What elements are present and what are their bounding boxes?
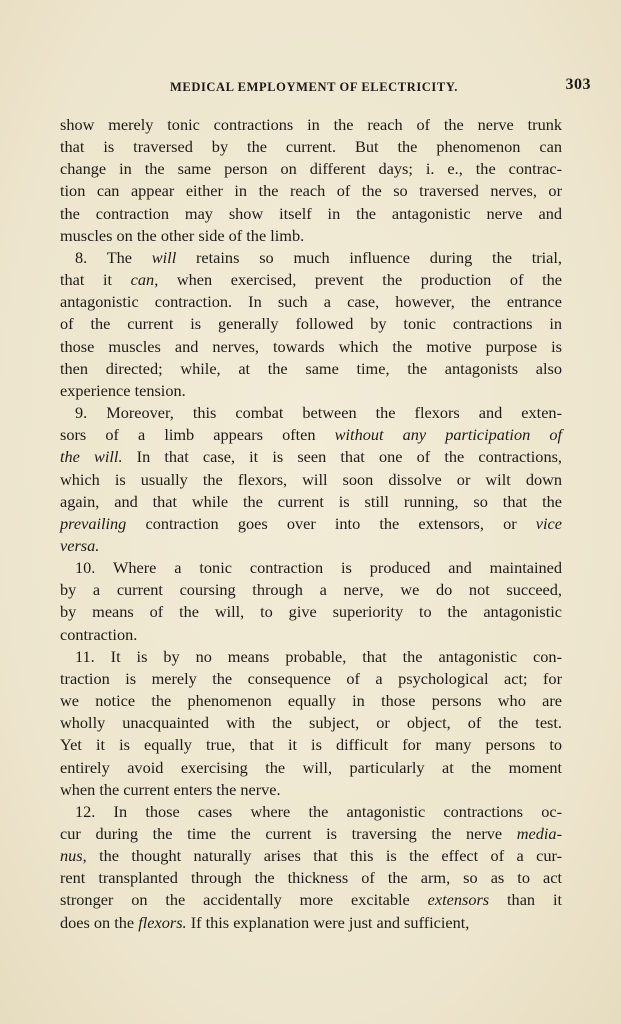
text-line <box>60 247 562 269</box>
text-line <box>60 358 562 380</box>
text-span: cur during the time the current is traversing the nerve <box>60 824 517 843</box>
text-span: by a current coursing through a nerve, we do not succeed, <box>60 580 562 600</box>
text-line <box>60 757 562 779</box>
text-line <box>60 158 562 180</box>
text-span: by means of the will, to give superiority to the antagonistic <box>60 602 562 622</box>
text-span: entirely avoid exercising the will, particularly at the moment <box>60 757 562 777</box>
text-line <box>60 889 562 911</box>
running-title: MEDICAL EMPLOYMENT OF ELECTRICITY. <box>170 80 459 94</box>
text-span: we notice the phenomenon equally in those persons who are <box>60 691 562 711</box>
text-span: 8. The <box>75 247 152 267</box>
text-span: that is traversed by the current. But the phenomenon can <box>60 137 562 157</box>
text-span: muscles on the other side of the limb. <box>60 225 305 245</box>
text-span: contraction. <box>60 624 138 644</box>
italic-text: versa. <box>60 535 100 555</box>
text-span: 12. In those cases where the antagonistic contractions oc- <box>75 801 562 821</box>
italic-text: media- <box>516 824 562 843</box>
text-line <box>60 336 562 358</box>
text-line <box>60 225 562 247</box>
text-line <box>60 114 562 136</box>
text-span: does on the <box>60 912 139 932</box>
text-line <box>60 712 562 734</box>
text-line <box>60 446 562 468</box>
body-text <box>60 114 562 934</box>
text-line <box>60 291 562 313</box>
text-span: of the current is generally followed by tonic contractions in <box>60 314 562 334</box>
italic-text: can <box>130 270 155 290</box>
italic-text: flexors. <box>138 912 187 932</box>
text-span: change in the same person on different days; i. e., the contrac- <box>60 159 562 179</box>
text-span: , when exercised, prevent the production of the <box>154 270 562 290</box>
text-line <box>60 313 562 335</box>
italic-text: nus <box>60 846 83 866</box>
text-span: stronger on the accidentally more excitable <box>60 890 428 910</box>
text-line <box>60 491 562 513</box>
italic-text: vice <box>535 513 562 533</box>
text-span: when the current enters the nerve. <box>60 779 281 799</box>
text-span: again, and that while the current is still running, so that the <box>60 491 562 511</box>
text-span: those muscles and nerves, towards which the motive purpose is <box>60 336 562 356</box>
text-line <box>60 535 562 557</box>
italic-text: will <box>151 247 177 267</box>
text-line <box>60 402 562 424</box>
text-line <box>60 513 562 535</box>
text-span: contraction goes over into the extensors, or <box>126 513 536 533</box>
text-line <box>60 912 562 934</box>
text-line <box>60 779 562 801</box>
text-span: If this explanation were just and sufficient, <box>186 912 470 932</box>
text-span: show merely tonic contractions in the reach of the nerve trunk <box>60 115 562 134</box>
text-line <box>60 867 562 889</box>
text-line <box>60 269 562 291</box>
italic-text: prevailing <box>60 513 127 533</box>
text-span: than it <box>489 890 562 910</box>
text-line <box>60 424 562 446</box>
text-span: the contraction may show itself in the antagonistic nerve and <box>60 203 562 223</box>
text-line <box>60 823 562 845</box>
text-span: antagonistic contraction. In such a case, however, the entrance <box>60 292 562 312</box>
text-line <box>60 380 562 402</box>
text-span: experience tension. <box>60 380 186 400</box>
text-line <box>60 203 562 225</box>
text-line <box>60 690 562 712</box>
italic-text: the will. <box>60 447 123 467</box>
text-span: In that case, it is seen that one of the contractions, <box>122 447 562 467</box>
text-line <box>60 557 562 579</box>
text-span: retains so much influence during the trial, <box>176 247 563 267</box>
text-span: rent transplanted through the thickness of the arm, so as to act <box>60 868 562 888</box>
text-line <box>60 734 562 756</box>
text-line <box>60 646 562 668</box>
text-line <box>60 624 562 646</box>
text-span: wholly unacquainted with the subject, or object, of the test. <box>60 713 562 733</box>
italic-text: without any participation of <box>334 425 563 445</box>
page-number: 303 <box>565 76 591 93</box>
text-span: sors of a limb appears often <box>60 425 335 445</box>
text-span: which is usually the flexors, will soon dissolve or wilt down <box>60 469 562 489</box>
text-span: traction is merely the consequence of a psychological act; for <box>60 668 562 688</box>
page-header <box>170 78 591 98</box>
text-line <box>60 845 562 867</box>
text-span: 11. It is by no means probable, that the antagonistic con- <box>75 646 562 666</box>
italic-text: extensors <box>427 890 490 910</box>
text-line <box>60 579 562 601</box>
text-span: that it <box>60 270 131 290</box>
text-span: 9. Moreover, this combat between the flexors and exten- <box>75 403 562 423</box>
text-line <box>60 136 562 158</box>
text-line <box>60 180 562 202</box>
text-span: , the thought naturally arises that this is the effect of a cur- <box>82 846 562 866</box>
text-span: then directed; while, at the same time, the antagonists also <box>60 358 562 378</box>
text-line <box>60 668 562 690</box>
text-line <box>60 601 562 623</box>
text-span: Yet it is equally true, that it is difficult for many persons to <box>60 735 562 755</box>
text-line <box>60 469 562 491</box>
text-span: tion can appear either in the reach of the so traversed nerves, or <box>60 181 562 201</box>
text-line <box>60 801 562 823</box>
text-span: 10. Where a tonic contraction is produced and maintained <box>75 558 562 578</box>
